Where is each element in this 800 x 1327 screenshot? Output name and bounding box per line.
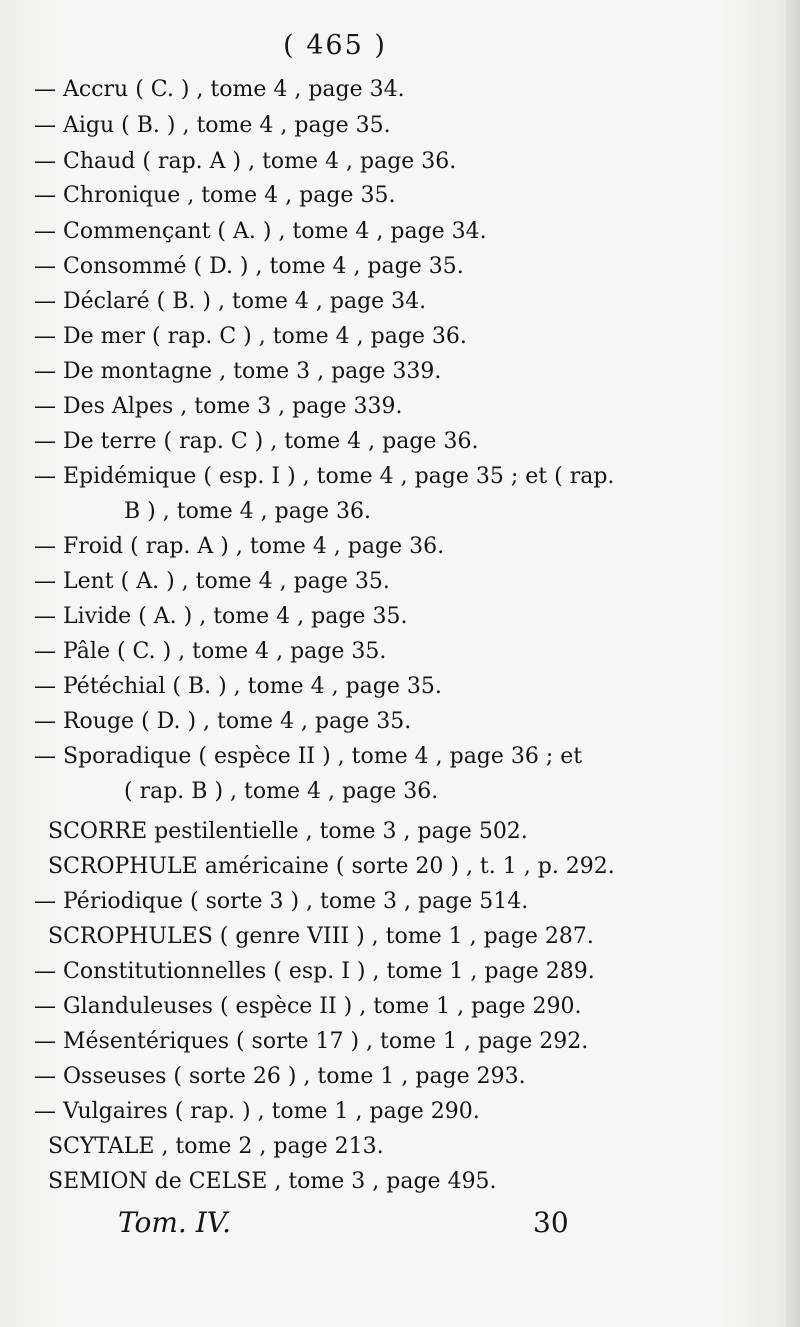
index-entry: — Livide ( A. ) , tome 4 , page 35. [34, 604, 408, 629]
index-entry: — Mésentériques ( sorte 17 ) , tome 1 , page 292. [34, 1029, 589, 1054]
footer-volume-label: Tom. IV. [118, 1206, 231, 1239]
index-entry: — De mer ( rap. C ) , tome 4 , page 36. [34, 324, 467, 349]
index-entry: — Pétéchial ( B. ) , tome 4 , page 35. [34, 674, 442, 699]
index-entry: — Des Alpes , tome 3 , page 339. [34, 394, 403, 419]
index-entry: — Aigu ( B. ) , tome 4 , page 35. [34, 113, 391, 138]
index-entry: — Osseuses ( sorte 26 ) , tome 1 , page 293. [34, 1064, 526, 1089]
index-entry: — Constitutionnelles ( esp. I ) , tome 1 , page 289. [34, 959, 595, 984]
index-entry: — Froid ( rap. A ) , tome 4 , page 36. [34, 534, 445, 559]
index-heading-entry: SCROPHULE américaine ( sorte 20 ) , t. 1 , p. 292. [48, 854, 615, 879]
index-heading-entry: SEMION de CELSE , tome 3 , page 495. [48, 1169, 497, 1194]
page-number-header: ( 465 ) [283, 30, 387, 61]
index-entry-continuation: B ) , tome 4 , page 36. [124, 499, 371, 524]
index-entry: — Rouge ( D. ) , tome 4 , page 35. [34, 709, 412, 734]
index-entry: — Chaud ( rap. A ) , tome 4 , page 36. [34, 149, 457, 174]
footer-signature-mark: 30 [533, 1206, 569, 1239]
index-entry: — Pâle ( C. ) , tome 4 , page 35. [34, 639, 387, 664]
index-heading-entry: SCYTALE , tome 2 , page 213. [48, 1134, 384, 1159]
index-entry: — De montagne , tome 3 , page 339. [34, 359, 442, 384]
page-gutter [786, 0, 800, 1327]
index-heading-entry: SCROPHULES ( genre VIII ) , tome 1 , page 287. [48, 924, 594, 949]
index-entry-continuation: ( rap. B ) , tome 4 , page 36. [124, 779, 439, 804]
index-entry: — Commençant ( A. ) , tome 4 , page 34. [34, 219, 487, 244]
index-entry: — Déclaré ( B. ) , tome 4 , page 34. [34, 289, 427, 314]
index-entry: — Vulgaires ( rap. ) , tome 1 , page 290. [34, 1099, 480, 1124]
index-entry: — Epidémique ( esp. I ) , tome 4 , page 35 ; et ( rap. [34, 464, 615, 489]
index-entry: — Accru ( C. ) , tome 4 , page 34. [34, 77, 405, 102]
index-entry: — Glanduleuses ( espèce II ) , tome 1 , page 290. [34, 994, 582, 1019]
index-entry: — Consommé ( D. ) , tome 4 , page 35. [34, 254, 464, 279]
index-heading-entry: SCORRE pestilentielle , tome 3 , page 502. [48, 819, 528, 844]
index-entry: — De terre ( rap. C ) , tome 4 , page 36. [34, 429, 479, 454]
index-entry: — Lent ( A. ) , tome 4 , page 35. [34, 569, 390, 594]
index-entry: — Sporadique ( espèce II ) , tome 4 , page 36 ; et [34, 744, 583, 769]
index-entry: — Chronique , tome 4 , page 35. [34, 183, 396, 208]
index-entry: — Périodique ( sorte 3 ) , tome 3 , page 514. [34, 889, 529, 914]
